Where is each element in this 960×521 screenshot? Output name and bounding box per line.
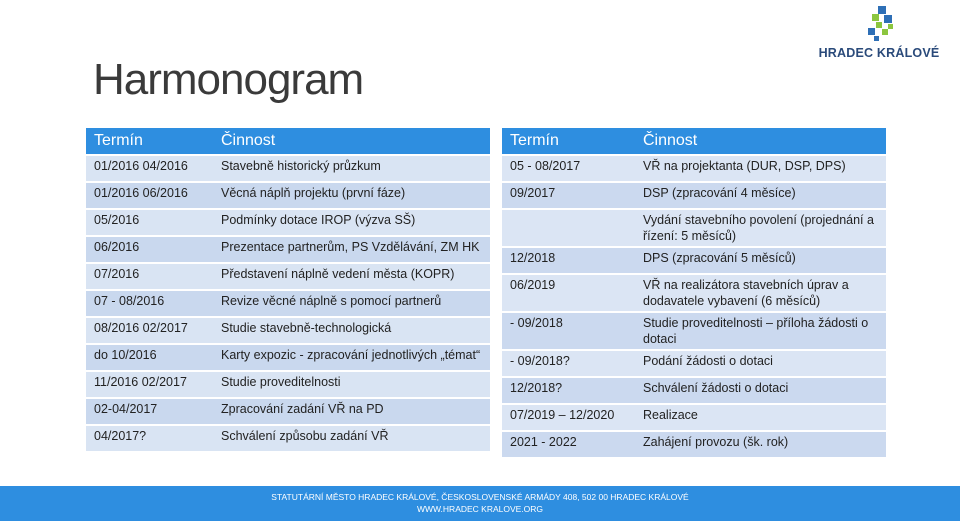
cell-cinnost: VŘ na projektanta (DUR, DSP, DPS): [635, 156, 886, 181]
table-header-row: [502, 128, 886, 154]
cell-termin: 09/2017: [502, 183, 635, 208]
cell-termin: 08/2016 02/2017: [86, 318, 213, 343]
cell-termin: - 09/2018: [502, 313, 635, 349]
logo-emblem-icon: [838, 4, 918, 44]
cell-termin: - 09/2018?: [502, 351, 635, 376]
cell-termin: 02-04/2017: [86, 399, 213, 424]
cell-cinnost: Studie stavebně-technologická: [213, 318, 490, 343]
table-row: [502, 183, 886, 208]
cell-termin: 01/2016 04/2016: [86, 156, 213, 181]
table-row: [86, 210, 490, 235]
cell-cinnost: Představení náplně vedení města (KOPR): [213, 264, 490, 289]
column-header-cinnost: Činnost: [635, 128, 886, 154]
table-row: [86, 426, 490, 451]
table-row: [502, 275, 886, 311]
table-row: [502, 378, 886, 403]
footer-address: STATUTÁRNÍ MĚSTO HRADEC KRÁLOVÉ, ČESKOSLOVENSKÉ ARMÁDY 408, 502 00 HRADEC KRÁLOVÉ: [271, 492, 689, 502]
cell-termin: 05 - 08/2017: [502, 156, 635, 181]
table-row: [502, 156, 886, 181]
cell-termin: 07/2019 – 12/2020: [502, 405, 635, 430]
cell-cinnost: Vydání stavebního povolení (projednání a řízení: 5 měsíců): [635, 210, 886, 246]
cell-termin: 07 - 08/2016: [86, 291, 213, 316]
table-header-row: [86, 128, 490, 154]
cell-termin: 06/2016: [86, 237, 213, 262]
table-row: [86, 345, 490, 370]
cell-cinnost: Zpracování zadání VŘ na PD: [213, 399, 490, 424]
cell-cinnost: Studie proveditelnosti – příloha žádosti o dotaci: [635, 313, 886, 349]
table-row: [86, 183, 490, 208]
table-row: [502, 248, 886, 273]
table-row: [502, 351, 886, 376]
cell-cinnost: Zahájení provozu (šk. rok): [635, 432, 886, 457]
cell-cinnost: Studie proveditelnosti: [213, 372, 490, 397]
cell-termin: [502, 210, 635, 246]
cell-termin: 07/2016: [86, 264, 213, 289]
cell-cinnost: DSP (zpracování 4 měsíce): [635, 183, 886, 208]
schedule-table-right: [502, 126, 886, 459]
table-row: [502, 405, 886, 430]
table-row: [86, 399, 490, 424]
table-row: [86, 291, 490, 316]
cell-cinnost: Stavebně historický průzkum: [213, 156, 490, 181]
column-header-termin: Termín: [86, 128, 213, 154]
city-logo: [818, 4, 940, 64]
cell-cinnost: Podání žádosti o dotaci: [635, 351, 886, 376]
cell-termin: 12/2018?: [502, 378, 635, 403]
cell-cinnost: Schválení způsobu zadání VŘ: [213, 426, 490, 451]
cell-termin: 06/2019: [502, 275, 635, 311]
table-row: [86, 156, 490, 181]
cell-cinnost: Realizace: [635, 405, 886, 430]
cell-termin: 2021 - 2022: [502, 432, 635, 457]
column-header-termin: Termín: [502, 128, 635, 154]
cell-cinnost: Podmínky dotace IROP (výzva SŠ): [213, 210, 490, 235]
table-row: [502, 210, 886, 246]
cell-termin: 01/2016 06/2016: [86, 183, 213, 208]
column-header-cinnost: Činnost: [213, 128, 490, 154]
cell-cinnost: Prezentace partnerům, PS Vzdělávání, ZM HK: [213, 237, 490, 262]
cell-termin: 05/2016: [86, 210, 213, 235]
cell-termin: 04/2017?: [86, 426, 213, 451]
schedule-table-left: [86, 126, 490, 453]
footer: [0, 486, 960, 521]
table-row: [86, 264, 490, 289]
cell-cinnost: Karty expozic - zpracování jednotlivých „témat“: [213, 345, 490, 370]
cell-cinnost: DPS (zpracování 5 měsíců): [635, 248, 886, 273]
footer-website: WWW.HRADEC KRALOVE.ORG: [416, 504, 544, 514]
logo-text: HRADEC KRÁLOVÉ: [818, 46, 940, 60]
cell-termin: do 10/2016: [86, 345, 213, 370]
table-row: [86, 237, 490, 262]
cell-cinnost: Schválení žádosti o dotaci: [635, 378, 886, 403]
table-row: [86, 318, 490, 343]
cell-termin: 11/2016 02/2017: [86, 372, 213, 397]
cell-termin: 12/2018: [502, 248, 635, 273]
page-title: Harmonogram: [93, 55, 364, 104]
table-row: [502, 432, 886, 457]
table-row: [502, 313, 886, 349]
cell-cinnost: Revize věcné náplně s pomocí partnerů: [213, 291, 490, 316]
table-row: [86, 372, 490, 397]
cell-cinnost: VŘ na realizátora stavebních úprav a dodavatele vybavení (6 měsíců): [635, 275, 886, 311]
cell-cinnost: Věcná náplň projektu (první fáze): [213, 183, 490, 208]
